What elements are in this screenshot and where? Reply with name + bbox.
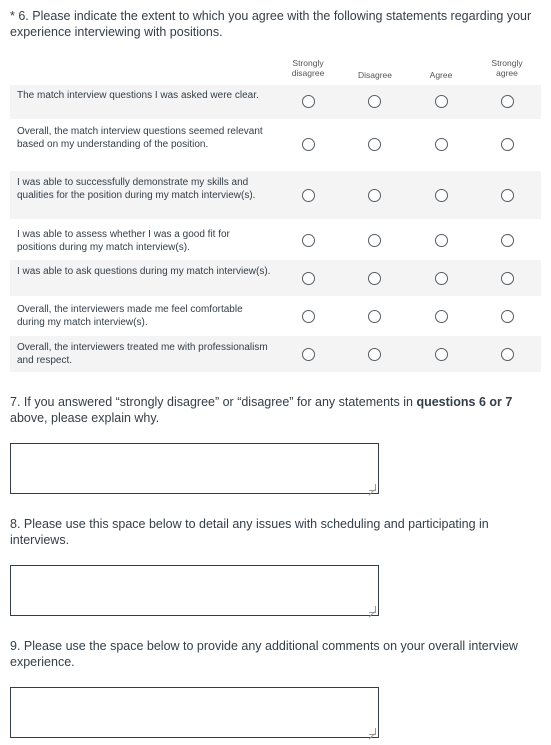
matrix-row xyxy=(10,85,541,119)
column-header-disagree: Disagree xyxy=(357,70,393,80)
radio-disagree[interactable] xyxy=(368,138,381,151)
radio-strongly-disagree[interactable] xyxy=(302,310,315,323)
radio-strongly-agree[interactable] xyxy=(501,310,514,323)
radio-disagree[interactable] xyxy=(368,348,381,361)
question-7-textarea[interactable] xyxy=(10,443,379,494)
question-7-title xyxy=(10,394,542,426)
radio-strongly-agree[interactable] xyxy=(501,189,514,202)
question-9-textarea[interactable] xyxy=(10,687,379,738)
radio-strongly-disagree[interactable] xyxy=(302,234,315,247)
row-label: The match interview questions I was asked were clear. xyxy=(17,90,259,101)
question-7-text-bold: questions 6 or 7 xyxy=(416,395,513,409)
resize-handle-icon[interactable] xyxy=(369,484,376,491)
resize-handle-icon[interactable] xyxy=(369,728,376,735)
radio-disagree[interactable] xyxy=(368,310,381,323)
radio-strongly-disagree[interactable] xyxy=(302,272,315,285)
resize-handle-icon[interactable] xyxy=(369,606,376,613)
row-label: I was able to successfully demonstrate my skills and qualities for the position during my match interview(s). xyxy=(17,177,256,201)
question-6-text: 6. Please indicate the extent to which you agree with the following statements regarding your experience interviewing with positions. xyxy=(10,9,532,39)
column-header-strongly-disagree: Strongly disagree xyxy=(291,58,325,78)
radio-disagree[interactable] xyxy=(368,272,381,285)
radio-agree[interactable] xyxy=(435,310,448,323)
radio-strongly-agree[interactable] xyxy=(501,138,514,151)
matrix-row xyxy=(10,336,541,372)
radio-strongly-agree[interactable] xyxy=(501,234,514,247)
matrix-row xyxy=(10,171,541,219)
radio-strongly-disagree[interactable] xyxy=(302,95,315,108)
matrix-row xyxy=(10,298,541,334)
question-8-textarea[interactable] xyxy=(10,565,379,616)
radio-strongly-disagree[interactable] xyxy=(302,189,315,202)
radio-strongly-disagree[interactable] xyxy=(302,348,315,361)
row-label: Overall, the interviewers made me feel comfortable during my match interview(s). xyxy=(17,304,243,328)
question-7-text-start: 7. If you answered “strongly disagree” or “disagree” for any statements in xyxy=(10,395,417,409)
radio-agree[interactable] xyxy=(435,189,448,202)
radio-agree[interactable] xyxy=(435,348,448,361)
column-header-agree: Agree xyxy=(429,70,453,80)
row-label: I was able to ask questions during my match interview(s). xyxy=(17,266,271,277)
radio-strongly-agree[interactable] xyxy=(501,95,514,108)
radio-agree[interactable] xyxy=(435,234,448,247)
radio-disagree[interactable] xyxy=(368,95,381,108)
question-8-title: 8. Please use this space below to detail any issues with scheduling and participating in interviews. xyxy=(10,517,489,547)
matrix-row xyxy=(10,222,541,258)
question-9-title: 9. Please use the space below to provide any additional comments on your overall interview experience. xyxy=(10,639,518,669)
radio-disagree[interactable] xyxy=(368,189,381,202)
radio-strongly-agree[interactable] xyxy=(501,348,514,361)
row-label: Overall, the match interview questions seemed relevant based on my understanding of the position. xyxy=(17,126,263,150)
matrix-row xyxy=(10,121,541,168)
radio-agree[interactable] xyxy=(435,138,448,151)
radio-agree[interactable] xyxy=(435,95,448,108)
row-label: I was able to assess whether I was a good fit for positions during my match interview(s). xyxy=(17,229,230,253)
matrix-row xyxy=(10,260,541,296)
radio-strongly-disagree[interactable] xyxy=(302,138,315,151)
column-header-strongly-agree: Strongly agree xyxy=(491,58,523,78)
radio-disagree[interactable] xyxy=(368,234,381,247)
question-7-text-end: above, please explain why. xyxy=(10,411,160,425)
row-label: Overall, the interviewers treated me with professionalism and respect. xyxy=(17,342,268,366)
required-mark: * xyxy=(10,9,15,23)
radio-strongly-agree[interactable] xyxy=(501,272,514,285)
question-6-title xyxy=(10,8,542,40)
radio-agree[interactable] xyxy=(435,272,448,285)
